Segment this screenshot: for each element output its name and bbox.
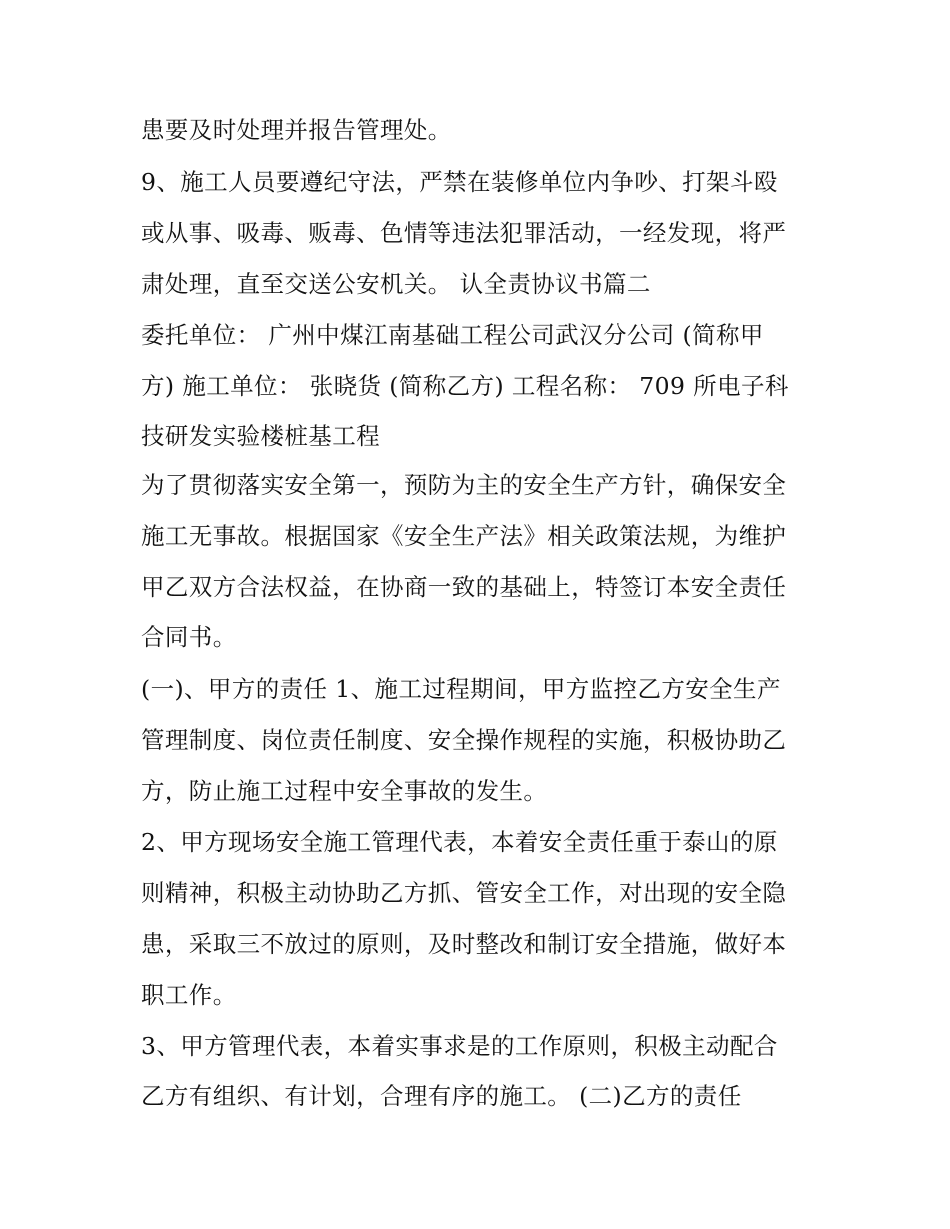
text-line: 乙方有组织、有计划，合理有序的施工。 (二)乙方的责任 <box>141 1082 742 1110</box>
text-line: 患要及时处理并报告管理处。 <box>141 116 452 144</box>
text-line: 2、甲方现场安全施工管理代表，本着安全责任重于泰山的原 <box>141 828 778 856</box>
text-line: 为了贯彻落实安全第一，预防为主的安全生产方针，确保安全 <box>141 471 787 499</box>
text-line: 3、甲方管理代表，本着实事求是的工作原则，积极主动配合 <box>141 1032 778 1060</box>
text-line: 技研发实验楼桩基工程 <box>141 422 380 450</box>
text-line: 肃处理，直至交送公安机关。 认全责协议书篇二 <box>141 270 651 298</box>
text-line: 施工无事故。根据国家《安全生产法》相关政策法规，为维护 <box>141 522 787 550</box>
text-line: 患，采取三不放过的原则，及时整改和制订安全措施，做好本 <box>141 930 787 958</box>
text-line: 甲乙双方合法权益，在协商一致的基础上，特签订本安全责任 <box>141 573 787 601</box>
text-line: 合同书。 <box>141 623 237 651</box>
text-line: 职工作。 <box>141 981 237 1009</box>
text-line: 方，防止施工过程中安全事故的发生。 <box>141 777 548 805</box>
text-line: 则精神，积极主动协助乙方抓、管安全工作，对出现的安全隐 <box>141 879 787 907</box>
text-line: 9、施工人员要遵纪守法，严禁在装修单位内争吵、打架斗殴 <box>141 168 778 196</box>
text-line: 委托单位： 广州中煤江南基础工程公司武汉分公司 (简称甲 <box>141 321 764 349</box>
text-line: 方) 施工单位： 张晓货 (简称乙方) 工程名称： 709 所电子科 <box>141 372 789 400</box>
text-line: 管理制度、岗位责任制度、安全操作规程的实施，积极协助乙 <box>141 726 787 754</box>
text-line: 或从事、吸毒、贩毒、色情等违法犯罪活动，一经发现，将严 <box>141 219 787 247</box>
text-line: (一)、甲方的责任 1、施工过程期间，甲方监控乙方安全生产 <box>141 675 781 703</box>
